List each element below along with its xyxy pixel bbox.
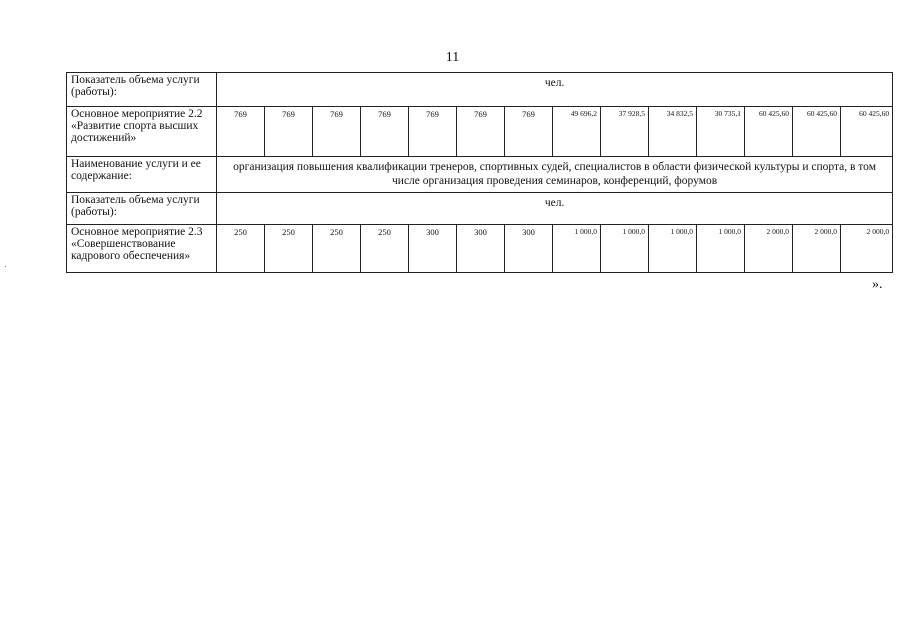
value-cell: 300 <box>409 225 457 273</box>
value-cell: 2 000,0 <box>793 225 841 273</box>
service-name-label: Наименование услуги и ее содержание: <box>67 157 217 193</box>
service-description: организация повышения квалификации тренеров, спортивных судей, специалистов в области физической культуры и спорта, в том числе организация проведения семинаров, конференций, форумов <box>217 157 893 193</box>
value-cell: 300 <box>457 225 505 273</box>
volume-indicator-label: Показатель объема услуги (работы): <box>67 73 217 107</box>
value-cell: 250 <box>361 225 409 273</box>
value-cell: 769 <box>361 107 409 157</box>
value-cell: 1 000,0 <box>649 225 697 273</box>
value-cell: 769 <box>313 107 361 157</box>
value-cell: 60 425,60 <box>841 107 893 157</box>
value-cell: 1 000,0 <box>697 225 745 273</box>
measure-2-3-label: Основное мероприятие 2.3 «Совершенствование кадрового обеспечения» <box>67 225 217 273</box>
value-cell: 37 928,5 <box>601 107 649 157</box>
value-cell: 34 832,5 <box>649 107 697 157</box>
value-cell: 60 425,60 <box>745 107 793 157</box>
value-cell: 769 <box>409 107 457 157</box>
value-cell: 250 <box>265 225 313 273</box>
table-row <box>67 107 893 157</box>
volume-indicator-label: Показатель объема услуги (работы): <box>67 193 217 225</box>
table-row <box>67 73 893 107</box>
value-cell: 250 <box>313 225 361 273</box>
value-cell: 769 <box>217 107 265 157</box>
closing-quote-mark: ». <box>872 277 883 292</box>
value-cell: 49 696,2 <box>553 107 601 157</box>
value-cell: 30 735,1 <box>697 107 745 157</box>
value-cell: 769 <box>265 107 313 157</box>
value-cell: 2 000,0 <box>745 225 793 273</box>
value-cell: 1 000,0 <box>601 225 649 273</box>
value-cell: 769 <box>457 107 505 157</box>
table-row <box>67 225 893 273</box>
value-cell: 1 000,0 <box>553 225 601 273</box>
table-row <box>67 193 893 225</box>
table-row <box>67 157 893 193</box>
value-cell: 300 <box>505 225 553 273</box>
unit-cell: чел. <box>217 193 893 225</box>
value-cell: 2 000,0 <box>841 225 893 273</box>
page-number: 11 <box>445 50 460 65</box>
unit-cell: чел. <box>217 73 893 107</box>
measure-2-2-label: Основное мероприятие 2.2 «Развитие спорта высших достижений» <box>67 107 217 157</box>
scan-speck <box>5 266 6 267</box>
value-cell: 769 <box>505 107 553 157</box>
value-cell: 250 <box>217 225 265 273</box>
indicator-table <box>66 72 893 273</box>
value-cell: 60 425,60 <box>793 107 841 157</box>
